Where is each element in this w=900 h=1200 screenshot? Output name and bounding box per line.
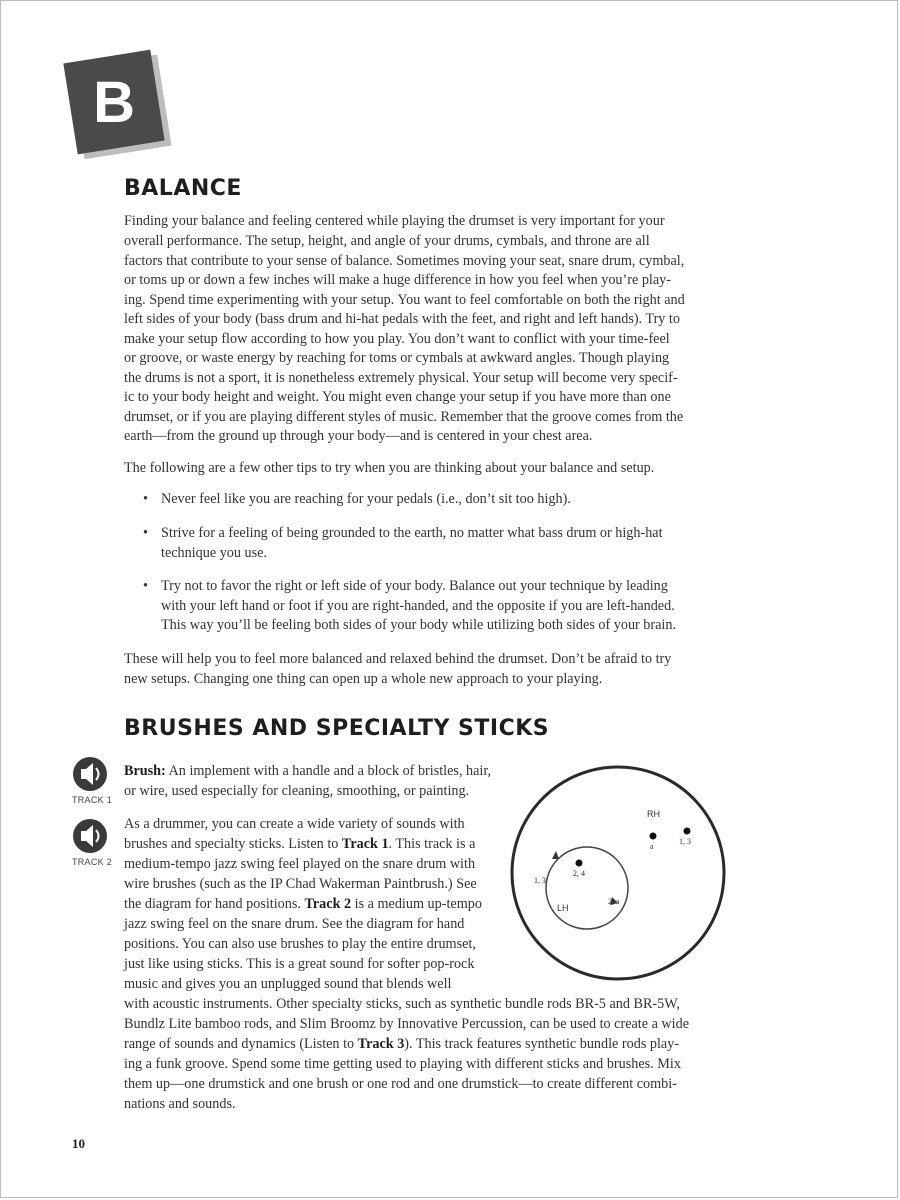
bullet-text: with your left hand or foot if you are right-handed, and the opposite if you are left-handed. [161,597,675,614]
text-line: new setups. Changing one thing can open up a whole new approach to your playing. [124,671,603,687]
text-line: or toms up or down a few inches will make a huge difference in how you feel when you’re play- [124,272,671,288]
hand-position-diagram [508,764,728,982]
track-2-audio-icon[interactable] [72,818,112,854]
text-line: medium-tempo jazz swing feel played on the snare drum with [124,856,476,872]
bullet-text: Never feel like you are reaching for your pedals (i.e., don’t sit too high). [161,491,571,507]
track-2-label: TRACK 2 [71,857,113,867]
text-line: left sides of your body (bass drum and hi-hat pedals with the feet, and right and left hands). Try to [124,311,680,327]
text-line: earth—from the ground up through your body—and is centered in your chest area. [124,428,593,444]
text-line: drumset, or if you are playing different styles of music. Remember that the groove comes from the [124,409,684,425]
rh-dot-1-3 [684,828,691,835]
lh-arrow-up [552,851,559,859]
text-line: These will help you to feel more balanced and relaxed behind the drumset. Don’t be afraid to try [124,651,672,667]
text-segment: the diagram for hand positions. [124,896,305,912]
text-line: Bundlz Lite bamboo rods, and Slim Broomz by Innovative Percussion, can be used to create a wide [124,1016,689,1032]
text-segment: ). This track features synthetic bundle rods play- [404,1036,680,1052]
text-line: or groove, or waste energy by reaching for toms or cymbals at awkward angles. Though playing [124,350,670,366]
text-line: nations and sounds. [124,1096,236,1112]
text-line [124,1035,679,1055]
tips-intro: The following are a few other tips to try when you are thinking about your balance and setup. [124,460,655,476]
rh-dot-a-label: a [650,842,654,851]
text-line: them up—one drumstick and one brush or one rod and one drumstick—to create different combi- [124,1076,677,1092]
rh-dot-1-3-label: 1, 3 [679,837,691,846]
track-1-audio-icon[interactable] [72,756,112,792]
text-line: overall performance. The setup, height, and angle of your drums, cymbals, and throne are all [124,233,650,249]
track-2-ref: Track 2 [304,896,352,912]
page-number: 10 [72,1136,85,1151]
text-line: ing a funk groove. Spend some time getting used to playing with different sticks and brushes. Mix [124,1056,681,1072]
definition-line [124,762,491,782]
text-line: ic to your body height and weight. You might even change your setup if you have more than one [124,389,671,405]
text-line: make your setup flow according to how you play. You don’t want to conflict with your time-feel [124,331,670,347]
bullet-text: Strive for a feeling of being grounded to the earth, no matter what bass drum or high-hat [161,525,663,541]
balance-heading: BALANCE [124,176,242,201]
lh-right-label: 2, a [608,897,620,906]
section-letter: B [93,69,135,135]
text-line: ing. Spend time experimenting with your setup. You want to feel comfortable on both the right and [124,292,685,308]
text-line: factors that contribute to your sense of balance. Sometimes moving your seat, snare drum, cymbal, [124,253,685,269]
lh-left-label: 1, 3 [534,876,546,885]
lh-dot-2-4-label: 2, 4 [573,869,585,878]
bullet-text: technique you use. [161,544,267,561]
text-segment: brushes and specialty sticks. Listen to [124,836,342,852]
text-line: with acoustic instruments. Other specialty sticks, such as synthetic bundle rods BR-5 and BR-5W, [124,996,680,1012]
track-1-label: TRACK 1 [71,795,113,805]
text-line: the drums is not a sport, it is nonetheless extremely physical. Your setup will become very specif- [124,370,678,386]
definition-text: An implement with a handle and a block of bristles, hair, [165,763,492,779]
lh-sweep-circle [546,847,628,929]
text-segment: is a medium up-tempo [351,896,482,912]
list-item [143,524,723,563]
text-line: wire brushes (such as the IP Chad Wakerman Paintbrush.) See [124,876,477,892]
track-3-ref: Track 3 [357,1036,405,1052]
brushes-heading: BRUSHES AND SPECIALTY STICKS [124,716,550,741]
text-line: music and gives you an unplugged sound that blends well [124,976,452,992]
lh-label: LH [557,903,569,913]
rh-label: RH [647,809,660,819]
text-line [124,835,475,855]
rh-dot-a [650,833,657,840]
track-1-ref: Track 1 [341,836,389,852]
bullet-text: This way you’ll be feeling both sides of your body while utilizing both sides of your brain. [161,617,677,634]
text-segment: range of sounds and dynamics (Listen to [124,1036,358,1052]
text-segment: . This track is a [388,836,476,852]
bullet-text: Try not to favor the right or left side of your body. Balance out your technique by leading [161,578,668,594]
text-line: or wire, used especially for cleaning, smoothing, or painting. [124,783,470,799]
text-line: positions. You can also use brushes to play the entire drumset, [124,936,476,952]
text-line: Finding your balance and feeling centered while playing the drumset is very important for your [124,213,665,229]
section-letter-badge [63,50,164,155]
list-item [143,490,723,510]
text-line [124,895,482,915]
text-line: jazz swing feel on the snare drum. See the diagram for hand [124,916,465,932]
lh-dot-2-4 [576,860,583,867]
definition-term: Brush: [124,763,166,779]
text-line: As a drummer, you can create a wide variety of sounds with [124,816,465,832]
text-line: just like using sticks. This is a great sound for softer pop-rock [124,956,475,972]
snare-drum-outline [512,767,724,979]
list-item [143,577,723,636]
